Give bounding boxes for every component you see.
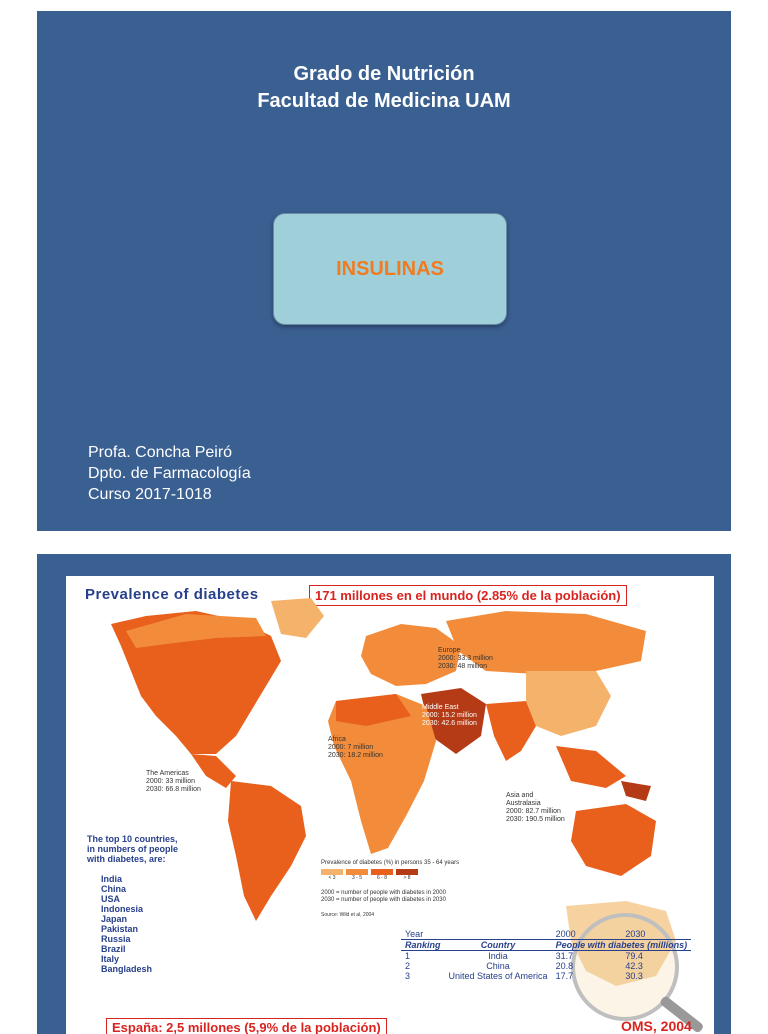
department: Dpto. de Farmacología bbox=[88, 465, 251, 482]
course-year: Curso 2017-1018 bbox=[88, 486, 212, 503]
list-item: Indonesia bbox=[101, 904, 144, 914]
oms-source: OMS, 2004 bbox=[621, 1018, 692, 1034]
top10-list bbox=[101, 874, 152, 974]
list-item: Italy bbox=[101, 954, 120, 964]
south-asia-shape bbox=[486, 701, 536, 761]
diabetes-map-figure bbox=[66, 576, 714, 1034]
table-row: 2 China 20.8 42.3 bbox=[405, 961, 643, 971]
list-item: Pakistan bbox=[101, 924, 139, 934]
list-item: Bangladesh bbox=[101, 964, 153, 974]
diabetes-slide bbox=[37, 554, 731, 1034]
south-america-shape bbox=[228, 781, 306, 921]
author-name: Profa. Concha Peiró bbox=[88, 444, 233, 461]
list-item: Brazil bbox=[101, 944, 126, 954]
list-item: India bbox=[101, 874, 123, 884]
list-item: Russia bbox=[101, 934, 131, 944]
list-item: China bbox=[101, 884, 127, 894]
list-item: USA bbox=[101, 894, 121, 904]
top10-heading: The top 10 countries, in numbers of people with diabetes, are: bbox=[87, 834, 179, 864]
header-country: Country bbox=[480, 940, 516, 950]
source-note-small: Source: Wild et al, 2004 bbox=[321, 912, 375, 918]
americas-label: The Americas 2000: 33 million 2030: 66.8 million bbox=[146, 770, 201, 793]
australia-shape bbox=[571, 804, 656, 876]
spain-note: España: 2,5 millones (5,9% de la población) bbox=[106, 1018, 387, 1034]
new-guinea-shape bbox=[621, 781, 651, 801]
topic-box bbox=[273, 213, 507, 325]
legend-title: Prevalence of diabetes (%) in persons 35 - 64 years bbox=[321, 860, 460, 866]
greenland-shape bbox=[271, 598, 324, 638]
table-row: 1 India 31.7 79.4 bbox=[405, 951, 643, 961]
legend bbox=[321, 869, 418, 881]
europe-label: Europe 2000: 33.3 million 2030: 48 million bbox=[438, 647, 493, 670]
ranking-table bbox=[401, 929, 691, 981]
legend-note-2030: 2030 = number of people with diabetes in 2030 bbox=[321, 897, 446, 903]
year-2030: 2030 bbox=[625, 929, 646, 939]
table-row: 3 United States of America 17.7 30.3 bbox=[405, 971, 643, 981]
legend-note-2000: 2000 = number of people with diabetes in 2000 bbox=[321, 890, 446, 896]
year-2000: 2000 bbox=[555, 929, 576, 939]
middle-east-label: Middle East 2000: 15.2 million 2030: 42.6 million bbox=[422, 704, 477, 727]
topic-label: INSULINAS bbox=[336, 257, 444, 280]
course-title: Grado de Nutrición bbox=[293, 63, 475, 85]
legend-swatch: 3 - 5 bbox=[346, 869, 368, 881]
header-ranking: Ranking bbox=[405, 940, 441, 950]
legend-swatch: > 8 bbox=[396, 869, 418, 881]
title-slide bbox=[37, 11, 731, 531]
year-label: Year bbox=[405, 929, 424, 939]
east-asia-shape bbox=[526, 671, 611, 736]
header-people: People with diabetes (millions) bbox=[555, 940, 688, 950]
map-title: Prevalence of diabetes bbox=[85, 586, 259, 603]
legend-swatch: 6 - 8 bbox=[371, 869, 393, 881]
list-item: Japan bbox=[101, 914, 128, 924]
world-note: 171 millones en el mundo (2.85% de la población) bbox=[309, 585, 627, 606]
southeast-asia-shape bbox=[556, 746, 626, 788]
faculty-title: Facultad de Medicina UAM bbox=[257, 90, 511, 112]
africa-label: Africa 2000: 7 million 2030: 18.2 million bbox=[328, 736, 383, 759]
asia-label: Asia and Australasia 2000: 82.7 million 2030: 190.5 million bbox=[506, 792, 565, 823]
legend-swatch: < 3 bbox=[321, 869, 343, 881]
